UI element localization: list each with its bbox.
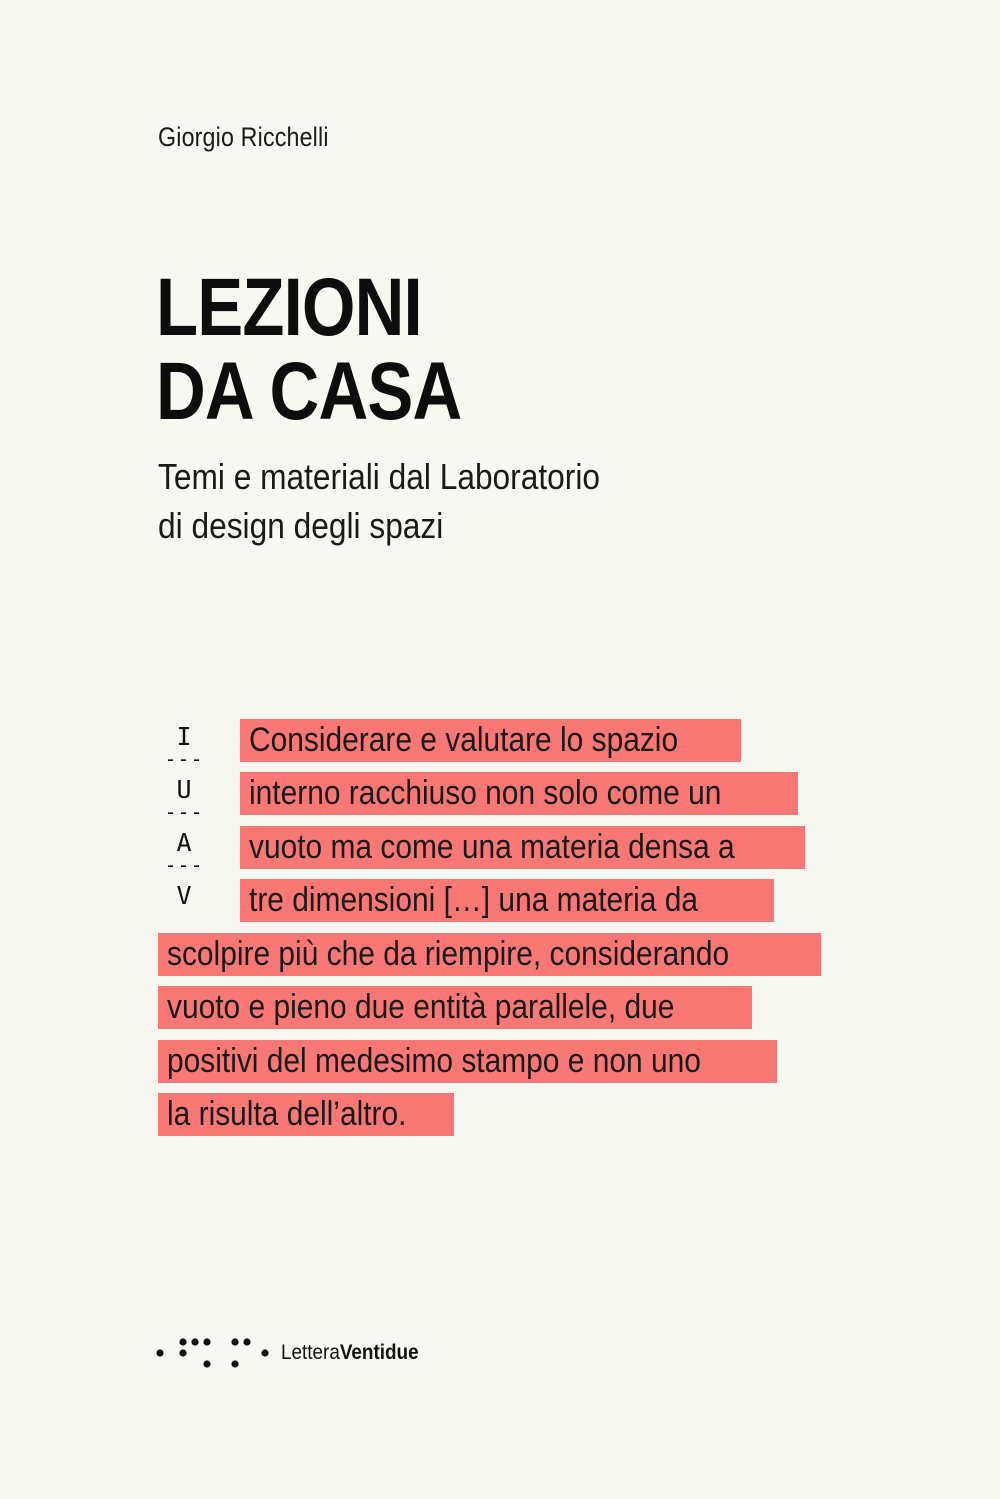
book-subtitle [158,452,600,550]
title-line-1: LEZIONI [156,262,422,353]
quote-line: scolpire più che da riempire, considerando [158,933,821,976]
quote-line: vuoto ma come una materia densa a [240,826,805,869]
publisher-name-light: Lettera [281,1341,340,1364]
quote-line: la risulta dell’altro. [158,1093,454,1136]
series-mark-iuav [156,722,212,911]
quote-line: vuoto e pieno due entità parallele, due [158,986,752,1029]
publisher-logo [155,1333,455,1373]
publisher-name-bold: Ventidue [339,1341,419,1364]
series-letter: I [176,722,192,751]
book-title [156,262,462,437]
series-letter: V [176,881,192,910]
braille-dots-icon [155,1333,275,1373]
series-separator: --- [164,800,204,824]
publisher-name [281,1341,419,1365]
quote-line: Considerare e valutare lo spazio [240,719,741,762]
subtitle-line-1: Temi e materiali dal Laboratorio [158,456,600,497]
series-separator: --- [164,747,204,771]
series-letter: U [176,775,192,804]
subtitle-line-2: di design degli spazi [158,505,444,546]
author-name: Giorgio Ricchelli [158,122,329,152]
quote-line: positivi del medesimo stampo e non uno [158,1040,777,1083]
series-letter: A [176,828,192,857]
quote-line: interno racchiuso non solo come un [240,772,798,815]
series-separator: --- [164,853,204,877]
title-line-2: DA CASA [156,346,462,437]
quote-line: tre dimensioni […] una materia da [240,879,774,922]
